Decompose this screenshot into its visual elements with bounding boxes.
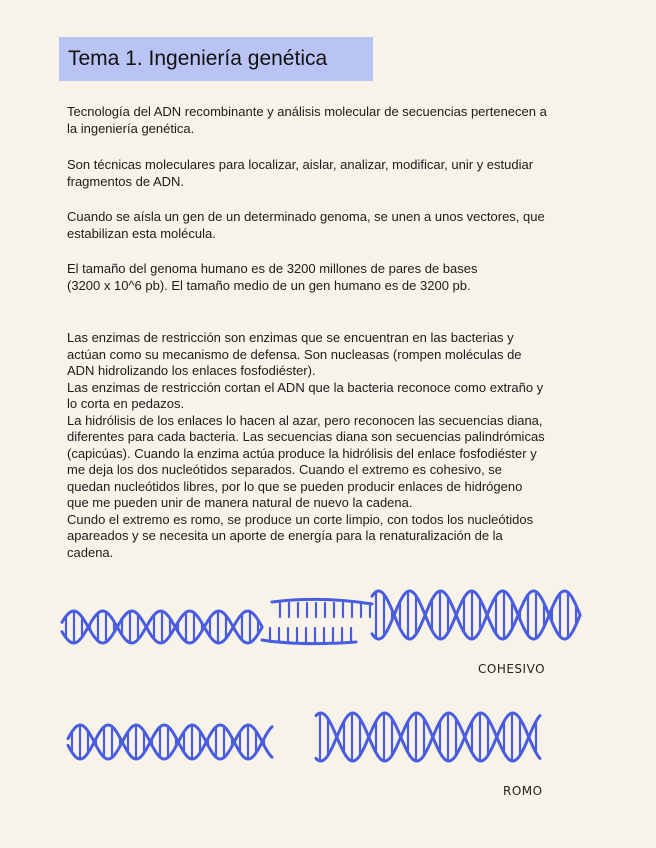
paragraph-1: Tecnología del ADN recombinante y análisis molecular de secuencias pertenecen a la ingeniería genética.	[67, 104, 547, 136]
page-title: Tema 1. Ingeniería genética	[68, 47, 328, 70]
blunt-label: ROMO	[503, 784, 543, 798]
cohesive-right-overhang	[272, 599, 372, 604]
paragraph-5: Las enzimas de restricción son enzimas que se encuentran en las bacterias y actúan como su mecanismo de defensa. Son nucleasas (rompen moléculas de ADN hidrolizando los enlaces fosfodiéster). Las enzimas de restricción cortan el ADN que la bacteria reconoce como extraño y lo corta en pedazos. La hidrólisis de los enlaces lo hacen al azar, pero reconocen las secuencias diana, diferentes para cada bacteria. Las secuencias diana son secuencias palindrómicas (capicúas). Cuando la enzima actúa produce la hidrólisis del enlace fosfodiéster y me deja los dos nucleótidos separados. Cuando el extremo es cohesivo, se quedan nucleótidos libres, por lo que se pueden producir enlaces de hidrógeno que me pueden unir de manera natural de nuevo la cadena. Cundo el extremo es romo, se produce un corte limpio, con todos los nucleótidos apareados y se necesita un aporte de energía para la renaturalización de la cadena.	[67, 330, 545, 560]
paragraph-2: Son técnicas moleculares para localizar, aislar, analizar, modificar, unir y estudiar fragmentos de ADN.	[67, 157, 534, 189]
paragraph-4: El tamaño del genoma humano es de 3200 millones de pares de bases (3200 x 10^6 pb). El tamaño medio de un gen humano es de 3200 pb.	[67, 261, 478, 293]
cohesive-label: COHESIVO	[478, 662, 546, 676]
paragraph-3: Cuando se aísla un gen de un determinado genoma, se unen a unos vectores, que estabilizan esta molécula.	[67, 209, 545, 241]
